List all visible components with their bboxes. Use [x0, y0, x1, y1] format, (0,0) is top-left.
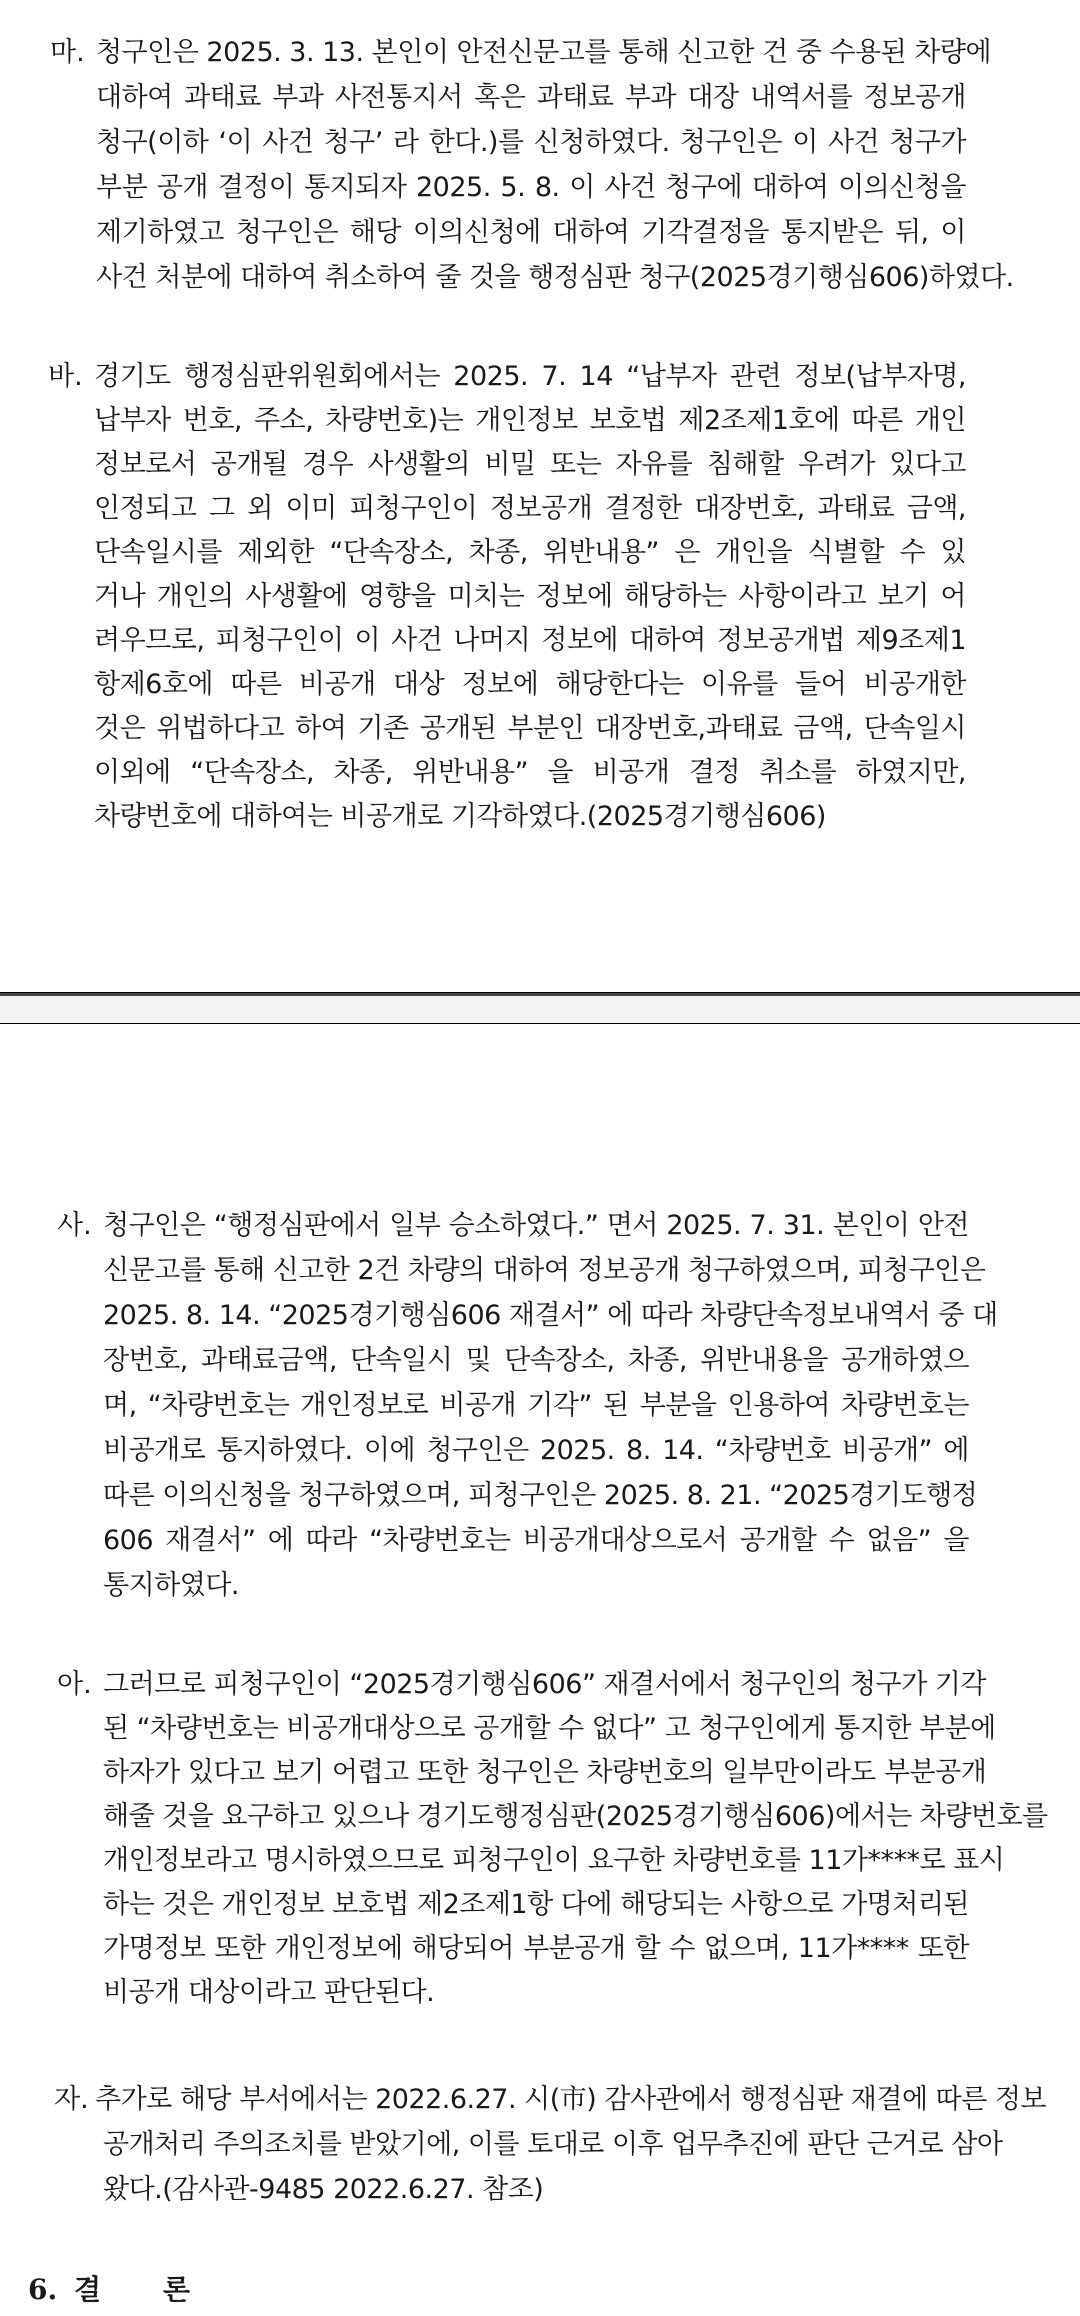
text-line: 며, “차량번호는 개인정보로 비공개 기각” 된 부분을 인용하여 차량번호는 — [103, 1390, 969, 1421]
section-marker: 자. — [54, 2084, 89, 2115]
text-line: 것은 위법하다고 하여 기존 공개된 부분인 대장번호,과태료 금액, 단속일시 — [94, 713, 966, 744]
text-line: 청구(이하 ‘이 사건 청구’ 라 한다.)를 신청하였다. 청구인은 이 사건 청구가 — [96, 127, 966, 158]
text-line: 납부자 번호, 주소, 차량번호)는 개인정보 보호법 제2조제1호에 따른 개인 — [94, 405, 966, 436]
heading-title-part2: 론 — [163, 2273, 191, 2306]
text-line: 인정되고 그 외 이미 피청구인이 정보공개 결정한 대장번호, 과태료 금액, — [94, 493, 966, 524]
text-line: 비공개로 통지하였다. 이에 청구인은 2025. 8. 14. “차량번호 비공개” 에 — [103, 1435, 969, 1466]
text-line: 거나 개인의 사생활에 영향을 미치는 정보에 해당하는 사항이라고 보기 어 — [94, 581, 966, 612]
text-line: 청구인은 “행정심판에서 일부 승소하였다.” 면서 2025. 7. 31. 본인이 안전 — [103, 1210, 969, 1241]
text-line: 신문고를 통해 신고한 2건 차량의 대하여 정보공개 청구하였으며, 피청구인은 — [103, 1255, 986, 1286]
text-line: 경기도 행정심판위원회에서는 2025. 7. 14 “납부자 관련 정보(납부자명, — [94, 361, 966, 392]
text-line: 하는 것은 개인정보 보호법 제2조제1항 다에 해당되는 사항으로 가명처리된 — [103, 1889, 969, 1920]
text-line: 하자가 있다고 보기 어렵고 또한 청구인은 차량번호의 일부만이라도 부분공개 — [103, 1757, 987, 1788]
text-line: 통지하였다. — [103, 1570, 239, 1601]
text-line: 따른 이의신청을 청구하였으며, 피청구인은 2025. 8. 21. “2025경기도행정 — [103, 1480, 978, 1511]
text-line: 정보로서 공개될 경우 사생활의 비밀 또는 자유를 침해할 우려가 있다고 — [94, 449, 966, 480]
text-line: 왔다.(감사관-9485 2022.6.27. 참조) — [103, 2174, 544, 2205]
text-line: 개인정보라고 명시하였으므로 피청구인이 요구한 차량번호를 11가****로 표시 — [103, 1845, 1005, 1876]
section-marker: 사. — [57, 1210, 92, 1241]
text-line: 제기하였고 청구인은 해당 이의신청에 대하여 기각결정을 통지받은 뒤, 이 — [96, 217, 966, 248]
text-line: 려우므로, 피청구인이 이 사건 나머지 정보에 대하여 정보공개법 제9조제1 — [94, 625, 966, 656]
text-line: 사건 처분에 대하여 취소하여 줄 것을 행정심판 청구(2025경기행심606)하였다. — [96, 262, 1014, 293]
section-marker: 마. — [50, 37, 85, 68]
section-marker: 바. — [48, 361, 83, 392]
text-line: 항제6호에 따른 비공개 대상 정보에 해당한다는 이유를 들어 비공개한 — [94, 669, 966, 700]
text-line: 대하여 과태료 부과 사전통지서 혹은 과태료 부과 대장 내역서를 정보공개 — [96, 82, 966, 113]
text-line: 가명정보 또한 개인정보에 해당되어 부분공개 할 수 없으며, 11가**** 또한 — [103, 1933, 969, 1964]
section-heading-conclusion — [28, 2268, 190, 2312]
text-line: 부분 공개 결정이 통지되자 2025. 5. 8. 이 사건 청구에 대하여 이의신청을 — [96, 172, 966, 203]
text-line: 해줄 것을 요구하고 있으나 경기도행정심판(2025경기행심606)에서는 차량번호를 — [103, 1801, 1048, 1832]
text-line: 차량번호에 대하여는 비공개로 기각하였다.(2025경기행심606) — [94, 801, 826, 832]
text-line: 그러므로 피청구인이 “2025경기행심606” 재결서에서 청구인의 청구가 기각 — [103, 1669, 986, 1700]
text-line: 추가로 해당 부서에서는 2022.6.27. 시(市) 감사관에서 행정심판 재결에 따른 정보 — [95, 2084, 1047, 2115]
section-marker: 아. — [57, 1669, 92, 1700]
heading-number: 6. — [28, 2273, 58, 2306]
document-page-1 — [0, 0, 1080, 992]
document-page-2 — [0, 1024, 1080, 2316]
page-gap — [0, 996, 1080, 1023]
heading-title-part1: 결 — [74, 2273, 102, 2306]
text-line: 비공개 대상이라고 판단된다. — [103, 1977, 435, 2008]
text-line: 청구인은 2025. 3. 13. 본인이 안전신문고를 통해 신고한 건 중 수용된 차량에 — [96, 37, 992, 68]
text-line: 장번호, 과태료금액, 단속일시 및 단속장소, 차종, 위반내용을 공개하였으 — [103, 1345, 969, 1376]
page-break-divider — [0, 992, 1080, 1024]
text-line: 606 재결서” 에 따라 “차량번호는 비공개대상으로서 공개할 수 없음” 을 — [103, 1525, 969, 1556]
text-line: 2025. 8. 14. “2025경기행심606 재결서” 에 따라 차량단속정보내역서 중 대 — [103, 1300, 998, 1331]
text-line: 단속일시를 제외한 “단속장소, 차종, 위반내용” 은 개인을 식별할 수 있 — [94, 537, 966, 568]
text-line: 이외에 “단속장소, 차종, 위반내용” 을 비공개 결정 취소를 하였지만, — [94, 757, 966, 788]
text-line: 된 “차량번호는 비공개대상으로 공개할 수 없다” 고 청구인에게 통지한 부분에 — [103, 1713, 996, 1744]
text-line: 공개처리 주의조치를 받았기에, 이를 토대로 이후 업무추진에 판단 근거로 삼아 — [103, 2129, 1003, 2160]
